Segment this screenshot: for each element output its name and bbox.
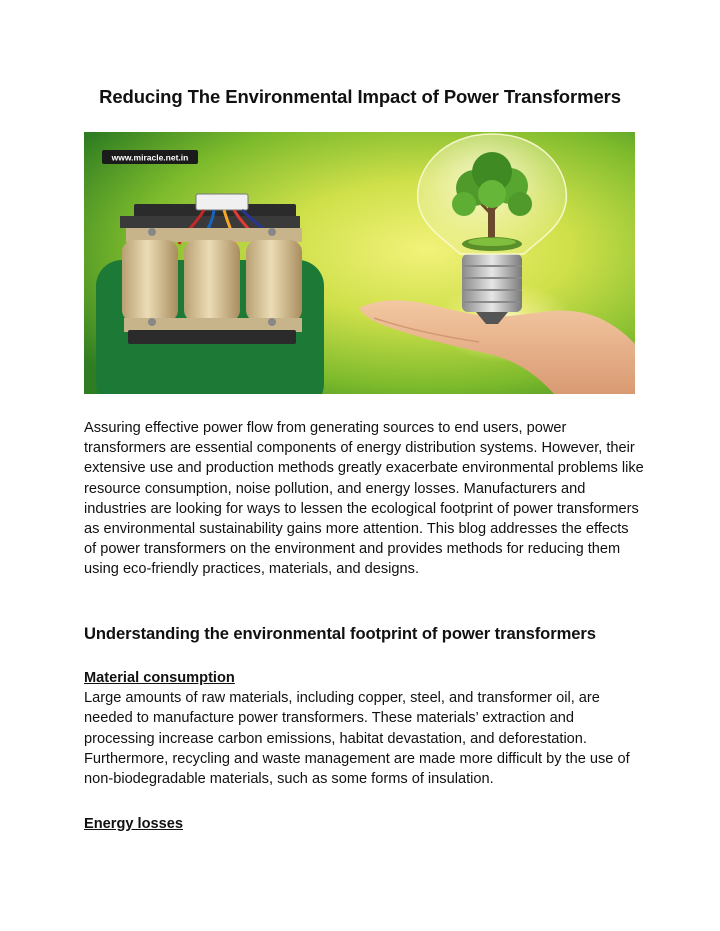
watermark-text: www.miracle.net.in xyxy=(111,152,189,163)
subsection-text: Large amounts of raw materials, including copper, steel, and transformer oil, are needed to manufacture power transformers. These materials’ extraction and processing increase carbon emissions, habitat devastation, and deforestation. Furthermore, recycling and waste management are made more difficult by the use of non-biodegradable materials, such as some forms of insulation. xyxy=(84,690,630,788)
subsection-material-consumption xyxy=(84,668,644,789)
transformer-and-lightbulb-image xyxy=(84,132,635,394)
hero-image xyxy=(84,132,635,394)
subsection-heading: Energy losses xyxy=(84,816,183,832)
intro-paragraph: Assuring effective power flow from generating sources to end users, power transformers are essential components of energy distribution systems. However, their extensive use and production methods greatly exacerbate environmental problems like resource consumption, noise pollution, and energy losses. Manufacturers and industries are looking for ways to lessen the ecological footprint of power transformers as environmental sustainability gains more attention. This blog addresses the effects of power transformers on the environment and provides methods for reducing them using eco-friendly practices, materials, and designs. xyxy=(84,420,644,578)
subsection-energy-losses xyxy=(84,816,183,832)
section-heading: Understanding the environmental footprint of power transformers xyxy=(84,624,596,643)
subsection-heading: Material consumption xyxy=(84,670,235,686)
page-title: Reducing The Environmental Impact of Power Transformers xyxy=(99,86,621,107)
